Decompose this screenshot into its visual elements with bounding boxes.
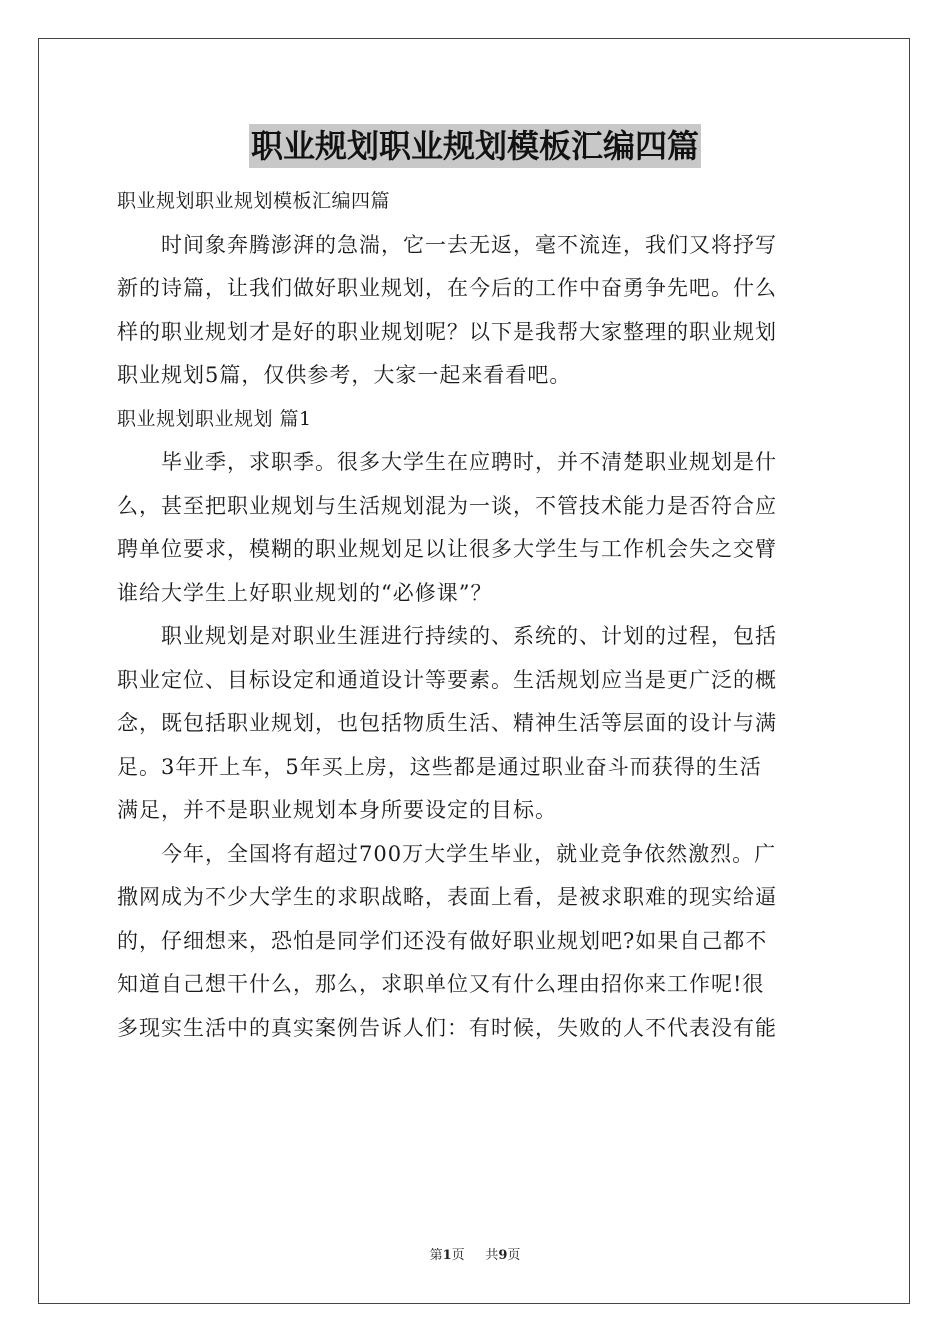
page-number	[430, 1248, 465, 1263]
intro-line: 职业规划5篇，仅供参考，大家一起来看看吧。	[117, 363, 572, 387]
paragraph-line: 满足，并不是职业规划本身所要设定的目标。	[117, 798, 557, 822]
paragraph-line: 多现实生活中的真实案例告诉人们：有时候，失败的人不代表没有能	[117, 1015, 777, 1040]
total-label-suffix: 页	[507, 1248, 521, 1263]
paragraph-line: 撒网成为不少大学生的求职战略，表面上看，是被求职难的现实给逼	[117, 885, 777, 909]
page-footer	[0, 1244, 950, 1263]
paragraph-line: 念，既包括职业规划，也包括物质生活、精神生活等层面的设计与满	[117, 711, 777, 735]
paragraph-line: 毕业季，求职季。很多大学生在应聘时，并不清楚职业规划是什	[161, 450, 777, 474]
paragraph-line: 职业定位、目标设定和通道设计等要素。生活规划应当是更广泛的概	[117, 667, 777, 692]
page-label-prefix: 第	[429, 1248, 443, 1263]
document-subtitle: 职业规划职业规划模板汇编四篇	[117, 190, 391, 212]
paragraph-line: 的，仔细想来，恐怕是同学们还没有做好职业规划吧?如果自己都不	[117, 928, 768, 953]
intro-line: 样的职业规划才是好的职业规划呢？以下是我帮大家整理的职业规划	[117, 319, 777, 344]
intro-line: 时间象奔腾澎湃的急湍，它一去无返，毫不流连，我们又将抒写	[161, 232, 777, 257]
document-body	[117, 180, 833, 1050]
page-label-suffix: 页	[451, 1248, 465, 1263]
paragraph-line: 知道自己想干什么，那么，求职单位又有什么理由招你来工作呢!很	[117, 972, 765, 996]
paragraph-line: 职业规划是对职业生涯进行持续的、系统的、计划的过程，包括	[161, 624, 777, 648]
total-pages: 9	[498, 1248, 508, 1263]
section-heading: 职业规划职业规划 篇1	[117, 407, 312, 430]
intro-line: 新的诗篇，让我们做好职业规划，在今后的工作中奋勇争先吧。什么	[117, 276, 777, 300]
paragraph-line: 足。3年开上车，5年买上房，这些都是通过职业奋斗而获得的生活	[117, 754, 762, 779]
page-total	[485, 1248, 520, 1263]
document-title: 职业规划职业规划模板汇编四篇	[249, 124, 701, 168]
title-container	[0, 124, 950, 168]
paragraph-line: 谁给大学生上好职业规划的“必修课”？	[117, 580, 493, 605]
paragraph-line: 么，甚至把职业规划与生活规划混为一谈，不管技术能力是否符合应	[117, 493, 777, 518]
total-label-prefix: 共	[485, 1248, 499, 1263]
page-current: 1	[442, 1248, 452, 1263]
paragraph-line: 聘单位要求，模糊的职业规划足以让很多大学生与工作机会失之交臂	[117, 537, 777, 561]
paragraph-line: 今年，全国将有超过700万大学生毕业，就业竞争依然激烈。广	[161, 841, 777, 866]
